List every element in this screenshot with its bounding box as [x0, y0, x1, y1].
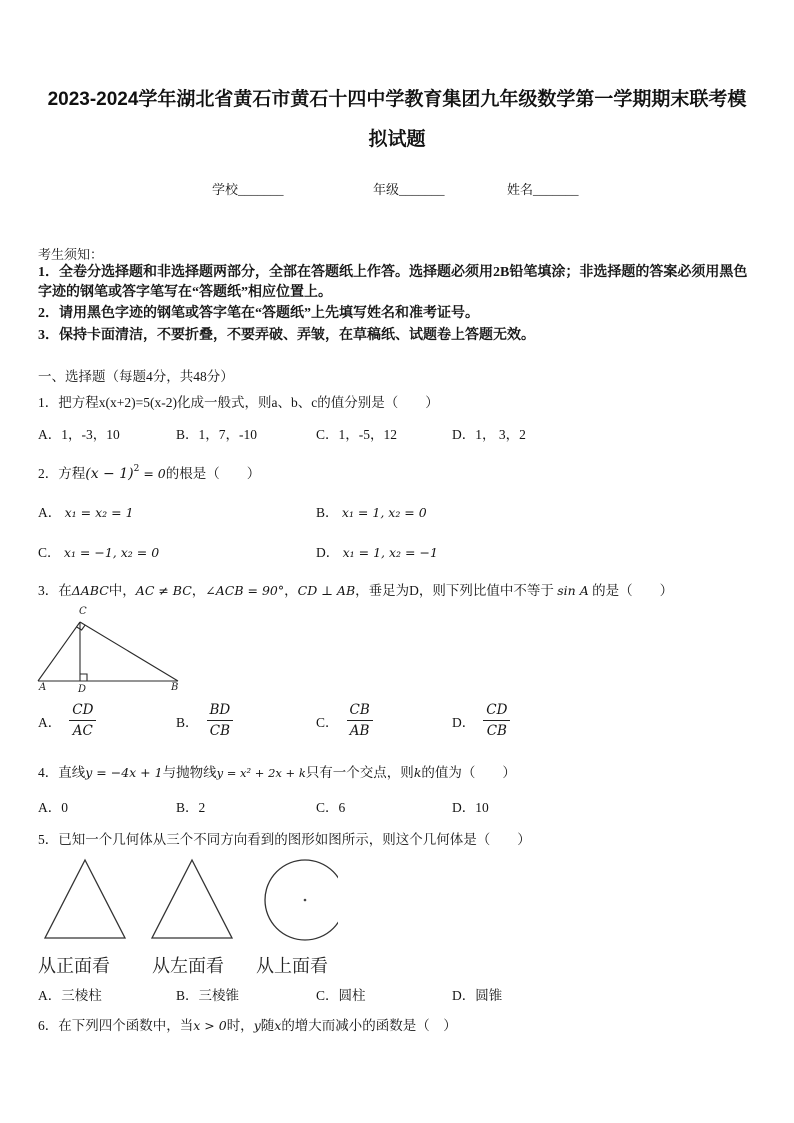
question-5-option-d [452, 987, 502, 1005]
stem-math: ΔABC [71, 583, 109, 598]
question-1-option-c [316, 426, 397, 444]
question-2-option-a [38, 504, 134, 522]
top-view-caption: 从上面看 [256, 956, 328, 977]
option-label: A． [38, 427, 62, 442]
option-label: D． [452, 988, 476, 1003]
question-5-option-b [176, 987, 239, 1005]
option-value: 6 [338, 800, 346, 815]
top-view-center-dot [304, 899, 307, 902]
option-label: A． [38, 800, 62, 815]
option-label: C． [316, 800, 339, 815]
option-label: A． [38, 714, 62, 730]
option-label: D． [452, 714, 476, 730]
segment-cb [80, 622, 178, 681]
segment-ac [38, 622, 80, 681]
option-math: x₁ = 1, x₂ = −1 [342, 545, 438, 560]
question-6-stem [38, 1017, 457, 1035]
option-math: x₁ = −1, x₂ = 0 [63, 545, 160, 560]
option-label: D． [452, 800, 476, 815]
exam-title-line1: 2023-2024学年湖北省黄石市黄石十四中学教育集团九年级数学第一学期期末联考模 [47, 89, 747, 110]
stem-math: y = −4x + 1 [85, 765, 163, 780]
stem-math: (x − 1) [85, 466, 134, 482]
question-1-stem [38, 394, 439, 412]
stem-text: 与抛物线 [162, 765, 217, 780]
question-4-option-a [38, 799, 68, 817]
stem-text: 1．把方程x(x+2)=5(x-2)化成一般式，则a、b、c的值分别是（ ） [38, 395, 439, 410]
stem-text: 随 [260, 1018, 275, 1033]
option-value: 圆柱 [338, 988, 366, 1003]
option-label: A． [38, 505, 62, 520]
question-5-option-c [316, 987, 366, 1005]
stem-text: ，垂足为D，则下列比值中不等于 [355, 583, 554, 598]
exam-title-line2: 拟试题 [368, 129, 426, 150]
stem-math: y [253, 1018, 261, 1033]
left-view-caption: 从左面看 [152, 956, 224, 977]
question-1-option-d [452, 426, 526, 444]
option-fraction [69, 701, 96, 740]
stem-text: 3．在 [38, 583, 72, 598]
fraction-denominator: AB [349, 723, 370, 739]
stem-math: x > 0 [193, 1018, 227, 1033]
triangle-abc-figure [30, 600, 190, 696]
option-math: x₁ = x₂ = 1 [64, 505, 134, 520]
notice-heading: 考生须知： [38, 247, 104, 262]
option-value: 1，-3，10 [61, 427, 120, 442]
fraction-numerator: CD [483, 701, 510, 721]
question-3-option-a [38, 701, 96, 740]
stem-text: 中， [108, 583, 136, 598]
notice-line: 字迹的钢笔或答字笔写在“答题纸”相应位置上。 [38, 285, 332, 300]
option-value: 三棱锥 [198, 988, 240, 1003]
option-label: C． [316, 988, 339, 1003]
fraction-denominator: CB [209, 723, 231, 739]
vertex-label-c: C [79, 606, 87, 617]
stem-text: 的增大而减小的函数是（ ） [281, 1018, 457, 1033]
left-view-triangle [152, 860, 232, 938]
option-value: 圆锥 [475, 988, 503, 1003]
stem-math: y = x² + 2x + k [216, 766, 306, 780]
option-fraction [483, 701, 510, 740]
school-field: 学校_______ [212, 182, 284, 197]
option-value: 三棱柱 [61, 988, 102, 1003]
notice-line: 3．保持卡面清洁，不要折叠，不要弄破、弄皱，在草稿纸、试题卷上答题无效。 [38, 328, 535, 343]
option-value: 1，7，-10 [198, 427, 258, 442]
fraction-denominator: CB [486, 723, 507, 739]
option-label: B． [176, 714, 199, 730]
option-label: B． [176, 427, 199, 442]
stem-text: 4．直线 [38, 765, 86, 780]
grade-field: 年级_______ [373, 182, 445, 197]
stem-text: ， [191, 583, 206, 598]
option-value: 1， 3，2 [475, 427, 526, 442]
option-label: C． [316, 427, 339, 442]
stem-text: 6．在下列四个函数中，当 [38, 1018, 194, 1033]
option-value: 2 [198, 800, 206, 815]
option-label: B． [316, 505, 339, 520]
option-label: D． [452, 427, 476, 442]
question-1-option-a [38, 426, 120, 444]
stem-math: = 0 [139, 466, 166, 481]
stem-text: 5．已知一个几何体从三个不同方向看到的图形如图所示，则这个几何体是（ ） [38, 832, 531, 847]
stem-math: AC ≠ BC [135, 583, 192, 598]
option-label: D． [316, 545, 340, 560]
option-label: C． [316, 714, 339, 730]
question-4-option-b [176, 799, 205, 817]
question-3-stem [38, 582, 673, 600]
stem-text: 时， [226, 1018, 254, 1033]
option-label: B． [176, 988, 199, 1003]
stem-text: 的根是（ ） [165, 466, 261, 481]
fraction-denominator: AC [72, 723, 93, 739]
option-fraction [347, 701, 373, 740]
stem-math: k [413, 765, 422, 780]
fraction-numerator: BD [207, 701, 234, 721]
question-3-option-c [316, 701, 373, 740]
question-4-option-d [452, 799, 489, 817]
notice-line: 1．全卷分选择题和非选择题两部分，全部在答题纸上作答。选择题必须用2B铅笔填涂；非选择题的答案必须用黑色 [38, 265, 748, 280]
option-value: 10 [475, 800, 489, 815]
question-5-stem [38, 831, 531, 849]
stem-math: x [274, 1018, 282, 1033]
question-2-option-c [38, 544, 159, 562]
notice-line: 2．请用黑色字迹的钢笔或答字笔在“答题纸”上先填写姓名和准考证号。 [38, 306, 479, 321]
vertex-label-a: A [39, 682, 47, 693]
option-label: B． [176, 800, 199, 815]
top-view-circle [265, 860, 338, 940]
question-3-option-d [452, 701, 510, 740]
vertex-label-d: D [78, 684, 87, 695]
fraction-numerator: CB [347, 701, 373, 721]
stem-text: 2．方程 [38, 466, 86, 481]
fraction-numerator: CD [69, 701, 96, 721]
question-3-option-b [176, 701, 233, 740]
option-label: C． [38, 545, 61, 560]
stem-superscript: 2 [133, 464, 140, 474]
front-view-caption: 从正面看 [38, 956, 110, 977]
stem-text: 的值为（ ） [421, 765, 516, 780]
stem-math: ∠ACB = 90° [205, 583, 285, 598]
stem-text: 只有一个交点，则 [305, 765, 414, 780]
name-field: 姓名_______ [507, 182, 579, 197]
stem-math: CD ⊥ AB [297, 583, 356, 598]
option-fraction [207, 701, 234, 740]
right-angle-mark-d [80, 674, 87, 681]
option-value: 0 [61, 800, 68, 815]
stem-text: 的是（ ） [592, 583, 674, 598]
question-4-option-c [316, 799, 345, 817]
option-label: A． [38, 988, 62, 1003]
stem-text: ， [284, 583, 298, 598]
section-heading: 一、选择题（每题4分，共48分） [38, 369, 234, 384]
stem-math: sin A [557, 583, 589, 598]
question-2-option-b [316, 504, 427, 522]
question-5-option-a [38, 987, 102, 1005]
option-math: x₁ = 1, x₂ = 0 [341, 505, 427, 520]
three-views-figure [38, 856, 338, 944]
front-view-triangle [45, 860, 125, 938]
vertex-label-b: B [171, 682, 179, 693]
question-2-stem [38, 460, 260, 483]
question-2-option-d [316, 544, 438, 562]
question-4-stem [38, 764, 516, 782]
option-value: 1，-5，12 [338, 427, 398, 442]
question-1-option-b [176, 426, 257, 444]
